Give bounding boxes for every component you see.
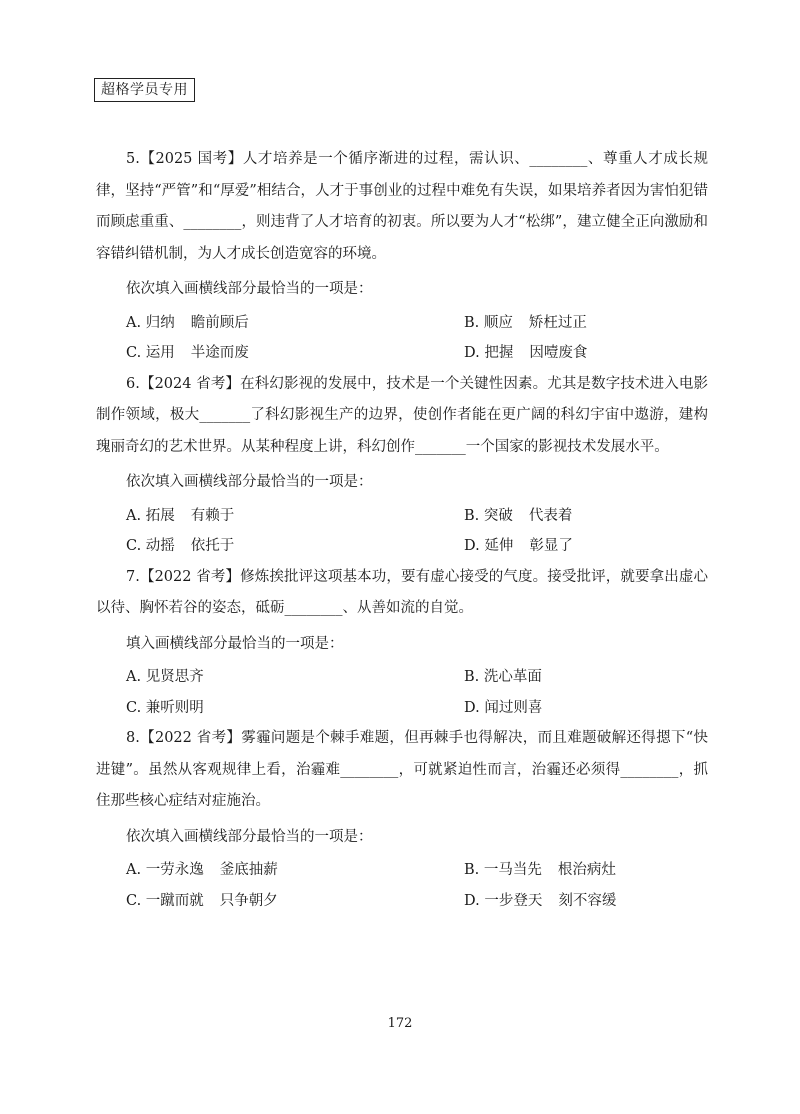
question-stem: 7.【2022 省考】修炼挨批评这项基本功，要有虚心接受的气度。接受批评，就要拿出虚心以待、胸怀若谷的姿态，砥砺________、从善如流的自觉。 <box>96 568 708 616</box>
option-c: C. 动摇 依托于 <box>126 538 235 554</box>
option-d: D. 把握 因噎废食 <box>464 345 588 361</box>
question-stem: 5.【2025 国考】人才培养是一个循序渐进的过程，需认识、________、尊重人才成长规律，坚持“严管”和“厚爱”相结合，人才于事创业的过程中难免有失误，如果培养者因为害怕犯错而顾虑重重、________，则违背了人才培育的初衷。所以要为人才“松绑”，建立健全正向激励和容错纠错机制，为人才成长创造宽容的环境。 <box>96 151 708 262</box>
option-a: A. 归纳 瞻前顾后 <box>126 314 249 331</box>
question-prompt: 依次填入画横线部分最恰当的一项是： <box>126 281 373 297</box>
option-d: D. 延伸 彰显了 <box>464 538 573 554</box>
question-list <box>96 144 708 916</box>
options <box>126 855 708 916</box>
options <box>126 308 708 369</box>
question-prompt: 填入画横线部分最恰当的一项是： <box>126 635 344 652</box>
option-c: C. 一蹴而就 只争朝夕 <box>126 892 278 909</box>
question-stem: 6.【2024 省考】在科幻影视的发展中，技术是一个关键性因素。尤其是数字技术进入电影制作领域，极大_______了科幻影视生产的边界，使创作者能在更广阔的科幻宇宙中遨游，建构瑰丽奇幻的艺术世界。从某种程度上讲，科幻创作_______一个国家的影视技术发展水平。 <box>96 375 708 455</box>
option-b: B. 突破 代表着 <box>464 507 573 524</box>
question-7 <box>96 562 708 724</box>
question-5 <box>96 144 708 369</box>
option-c: C. 运用 半途而废 <box>126 345 249 361</box>
question-prompt: 依次填入画横线部分最恰当的一项是： <box>126 474 373 490</box>
question-6 <box>96 369 708 562</box>
option-b: B. 洗心革面 <box>464 669 542 685</box>
options <box>126 662 708 723</box>
option-b: B. 一马当先 根治病灶 <box>464 862 616 878</box>
header-label: 超格学员专用 <box>94 78 195 102</box>
option-d: D. 一步登天 刻不容缓 <box>464 892 617 909</box>
option-c: C. 兼听则明 <box>126 699 204 716</box>
option-a: A. 见贤思齐 <box>126 669 204 685</box>
page-number: 172 <box>387 1016 413 1031</box>
options <box>126 501 708 562</box>
question-prompt: 依次填入画横线部分最恰当的一项是： <box>126 828 373 845</box>
option-a: A. 一劳永逸 釜底抽薪 <box>126 862 278 878</box>
question-stem: 8.【2022 省考】雾霾问题是个棘手难题，但再棘手也得解决，而且难题破解还得摁下“快进键”。虽然从客观规律上看，治霾难________，可就紧迫性而言，治霾还必须得________，抓住那些核心症结对症施治。 <box>96 730 708 809</box>
option-b: B. 顺应 矫枉过正 <box>464 314 587 331</box>
question-8 <box>96 723 708 916</box>
option-a: A. 拓展 有赖于 <box>126 507 235 524</box>
option-d: D. 闻过则喜 <box>464 699 543 716</box>
